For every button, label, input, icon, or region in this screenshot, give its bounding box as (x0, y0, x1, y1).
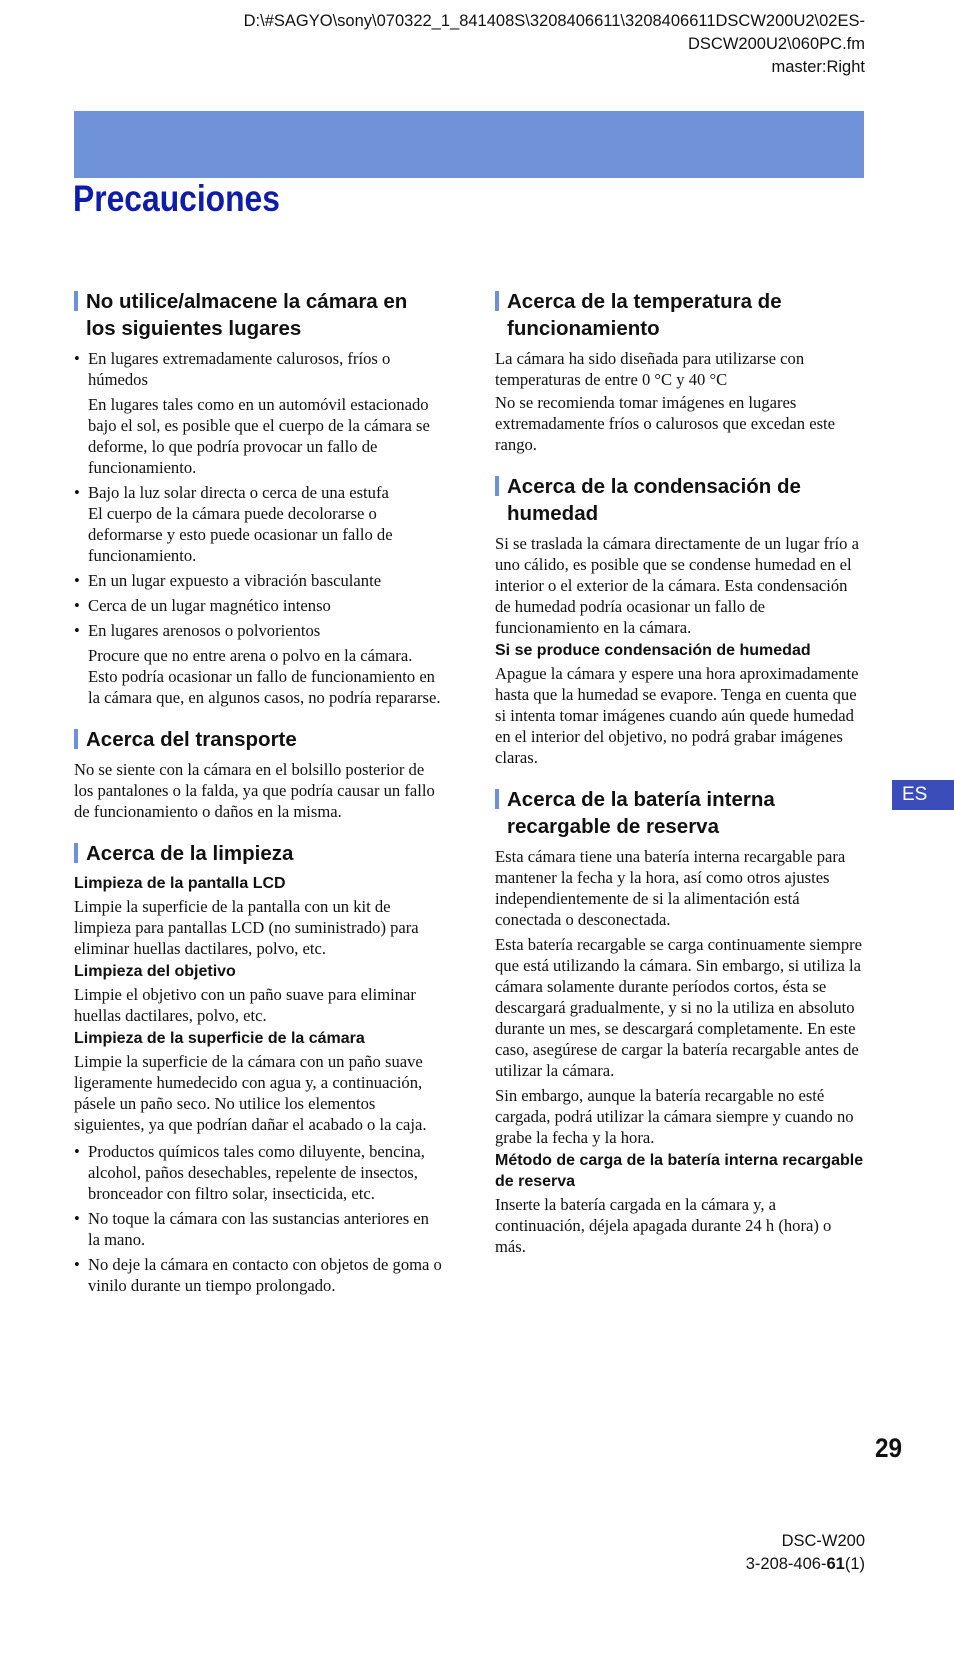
subheading: Limpieza de la pantalla LCD (74, 875, 286, 892)
part-code-bold: 61 (826, 1555, 845, 1573)
bullet-icon: • (74, 571, 80, 590)
list-item-text: Bajo la luz solar directa o cerca de una estufa (88, 483, 389, 502)
list-item (74, 348, 442, 478)
section-title-text: Acerca del transporte (86, 728, 297, 751)
section-marker (495, 789, 499, 809)
list-item-text: En lugares extremadamente calurosos, fríos o húmedos (88, 349, 391, 389)
subheading: Método de carga de la batería interna recargable de reserva (495, 1152, 864, 1190)
section-body: Si se traslada la cámara directamente de un lugar frío a uno cálido, es posible que se condense humedad en el interior o el exterior de la cámara. Esta condensación de humedad podría ocasionar un fallo de funcionamiento en la cámara. (495, 534, 859, 637)
model-name: DSC-W200 (781, 1532, 865, 1550)
section-storage-places (74, 288, 442, 708)
file-path-header (105, 10, 865, 79)
right-column (495, 288, 865, 1275)
section-backup-battery (495, 786, 865, 1257)
section-body: Esta batería recargable se carga continuamente siempre que está utilizando la cámara. Sin embargo, si utiliza la cámara solamente durante períodos cortos, ésta se descargará gradualmente, y si no la utiliza en absoluto durante un mes, se descargará completamente. En este caso, asegúrese de cargar la batería recargable antes de utilizar la cámara. (495, 935, 863, 1080)
bullet-icon: • (74, 349, 80, 368)
page-title: Precauciones (73, 178, 280, 219)
title-band (74, 111, 864, 178)
section-title-text: Acerca de la condensación de humedad (507, 475, 801, 525)
bullet-icon: • (74, 1255, 80, 1274)
section-title-text: No utilice/almacene la cámara en los siguientes lugares (86, 290, 408, 340)
list-item-text: En un lugar expuesto a vibración basculante (88, 571, 382, 590)
section-title-text: Acerca de la batería interna recargable de reserva (507, 788, 775, 838)
section-temperature (495, 288, 865, 455)
file-path-line-2: DSCW200U2\060PC.fm (688, 35, 865, 53)
section-body: Apague la cámara y espere una hora aproximadamente hasta que la humedad se evapore. Tenga en cuenta que si intenta tomar imágenes cuando aún quede humedad en el interior del objetivo, no podrá grabar imágenes claras. (495, 664, 859, 767)
file-path-line-1: D:\#SAGYO\sony\070322_1_841408S\3208406611\3208406611DSCW200U2\02ES- (243, 12, 865, 30)
subheading: Limpieza de la superficie de la cámara (74, 1030, 365, 1047)
bullet-icon: • (74, 1209, 80, 1228)
page-number: 29 (875, 1433, 903, 1463)
section-title (74, 288, 442, 342)
section-marker (74, 843, 78, 863)
part-code-prefix: 3-208-406- (745, 1555, 827, 1573)
master-page-label: master:Right (771, 58, 865, 76)
bullet-icon: • (74, 621, 80, 640)
footer (746, 1530, 865, 1576)
list-item (74, 570, 442, 591)
language-tab: ES (892, 780, 954, 810)
section-marker (495, 476, 499, 496)
list-item (74, 1141, 442, 1204)
section-body: Inserte la batería cargada en la cámara y, a continuación, déjela apagada durante 24 h (hora) o más. (495, 1195, 832, 1256)
list-item (74, 482, 442, 566)
part-code (746, 1553, 865, 1576)
bullet-icon: • (74, 483, 80, 502)
list-item-desc: El cuerpo de la cámara puede decolorarse o deformarse y esto puede ocasionar un fallo de funcionamiento. (88, 504, 393, 565)
section-marker (74, 729, 78, 749)
bullet-icon: • (74, 596, 80, 615)
list-item (74, 1254, 442, 1296)
section-title-text: Acerca de la temperatura de funcionamiento (507, 290, 782, 340)
section-body: No se recomienda tomar imágenes en lugares extremadamente fríos o calurosos que excedan este rango. (495, 393, 836, 454)
bullet-icon: • (74, 1142, 80, 1161)
section-title (495, 786, 865, 840)
section-title-text: Acerca de la limpieza (86, 842, 294, 865)
subheading: Si se produce condensación de humedad (495, 642, 811, 659)
left-column (74, 288, 442, 1314)
section-marker (74, 291, 78, 311)
section-body: La cámara ha sido diseñada para utilizarse con temperaturas de entre 0 °C y 40 °C (495, 349, 805, 389)
section-marker (495, 291, 499, 311)
list-item-text: Cerca de un lugar magnético intenso (88, 596, 331, 615)
section-body: Limpie la superficie de la pantalla con un kit de limpieza para pantallas LCD (no suministrado) para eliminar huellas dactilares, polvo, etc. (74, 897, 419, 958)
section-transport (74, 726, 442, 822)
list-item-desc: Procure que no entre arena o polvo en la cámara. Esto podría ocasionar un fallo de funcionamiento en la cámara que, en algunos casos, no podría repararse. (88, 646, 441, 707)
section-body: Esta cámara tiene una batería interna recargable para mantener la fecha y la hora, así como otros ajustes independientemente de si la alimentación está conectada o desconectada. (495, 847, 846, 929)
section-body: Sin embargo, aunque la batería recargable no esté cargada, podrá utilizar la cámara siempre y cuando no grabe la fecha y la hora. (495, 1086, 854, 1147)
subheading: Limpieza del objetivo (74, 963, 236, 980)
section-body: No se siente con la cámara en el bolsillo posterior de los pantalones o la falda, ya que podría causar un fallo de funcionamiento o daños en la misma. (74, 760, 435, 821)
list-item-text: No toque la cámara con las sustancias anteriores en la mano. (88, 1209, 429, 1249)
section-body: Limpie el objetivo con un paño suave para eliminar huellas dactilares, polvo, etc. (74, 985, 416, 1025)
section-title (495, 473, 865, 527)
section-title (495, 288, 865, 342)
part-code-suffix: (1) (844, 1555, 865, 1573)
list-item (74, 595, 442, 616)
section-condensation (495, 473, 865, 768)
section-cleaning (74, 840, 442, 1296)
list-item-desc: En lugares tales como en un automóvil estacionado bajo el sol, es posible que el cuerpo de la cámara se deforme, lo que podría provocar un fallo de funcionamiento. (88, 395, 430, 477)
list-item-text: No deje la cámara en contacto con objetos de goma o vinilo durante un tiempo prolongado. (88, 1255, 442, 1295)
list-item-text: En lugares arenosos o polvorientos (88, 621, 321, 640)
section-body: Limpie la superficie de la cámara con un paño suave ligeramente humedecido con agua y, a continuación, pásele un paño seco. No utilice los elementos siguientes, ya que podrían dañar el acabado o la caja. (74, 1052, 427, 1134)
section-title (74, 726, 442, 753)
list-item (74, 1208, 442, 1250)
section-title (74, 840, 442, 867)
list-item-text: Productos químicos tales como diluyente, bencina, alcohol, paños desechables, repelente de insectos, bronceador con filtro solar, insecticida, etc. (88, 1142, 425, 1203)
list-item (74, 620, 442, 708)
